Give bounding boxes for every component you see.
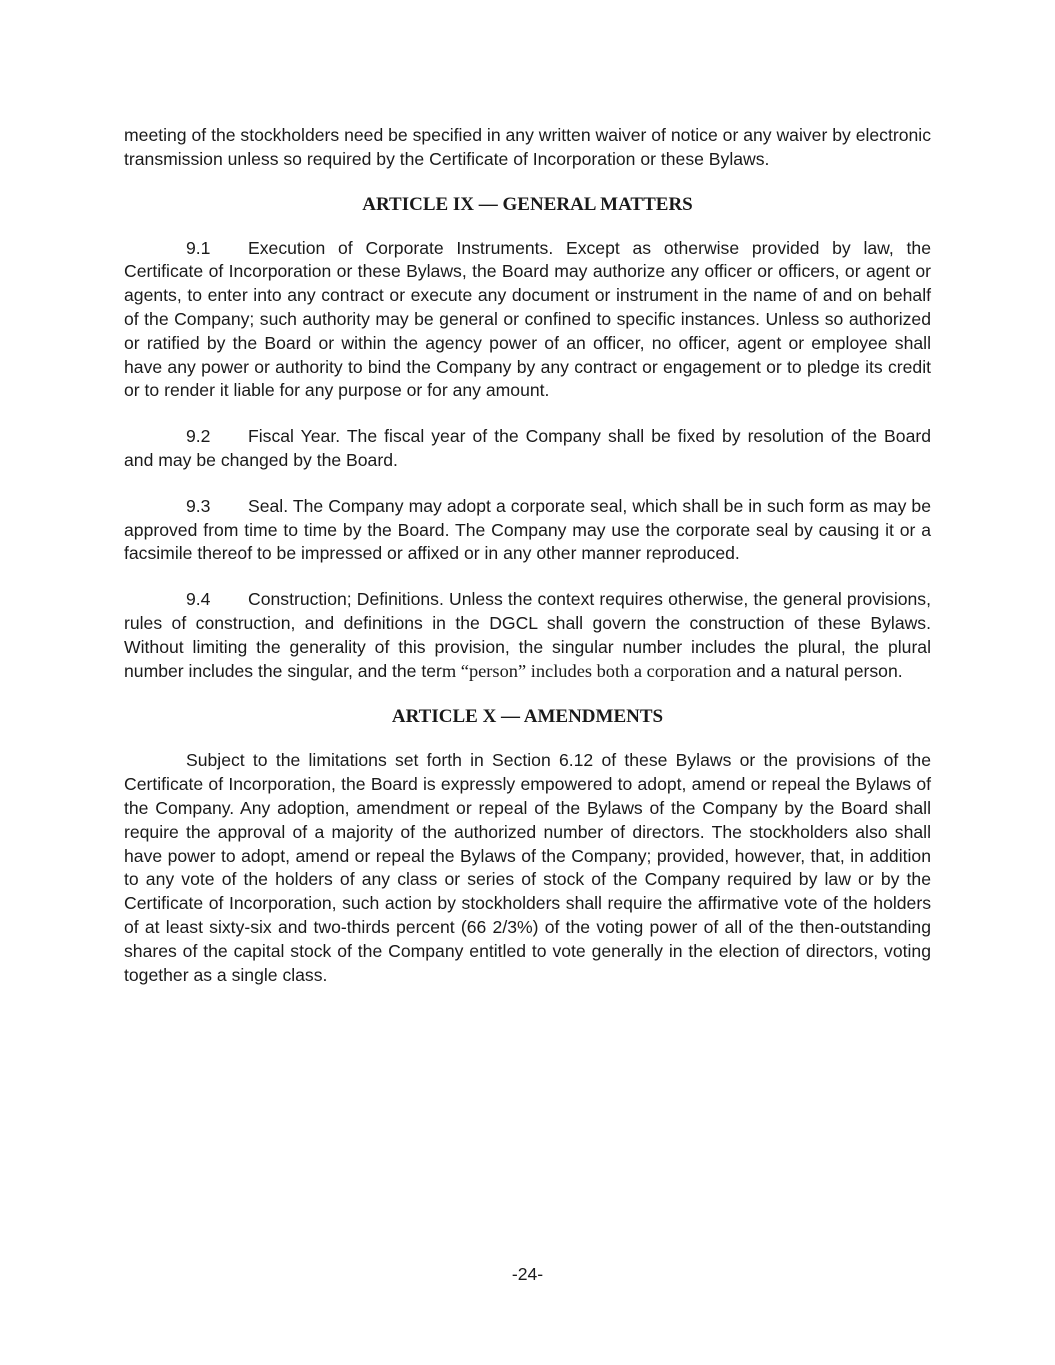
section-number: 9.4 xyxy=(186,589,211,610)
section-text: Fiscal Year. The fiscal year of the Company shall be fixed by resolution of the Board and may be changed by the Board. xyxy=(124,426,931,470)
page-number: -24- xyxy=(511,1264,544,1284)
section-9-1 xyxy=(124,237,931,404)
section-text-serif: m “person” includes both a corporation xyxy=(441,660,732,681)
section-text: Seal. The Company may adopt a corporate seal, which shall be in such form as may be approved from time to time by the Board. The Company may use the corporate seal by causing it or a facsimile thereof to be impressed or affixed or in any other manner reproduced. xyxy=(124,495,931,564)
section-number: 9.2 xyxy=(186,426,211,447)
section-text: Construction; Definitions. Unless the context requires otherwise, the general provisions, rules of construction, and definitions in the DGCL shall govern the construction of these Bylaws. Without limiting the generality of this provision, the singular number includes the plural, the plural number includes the singular, and the ter xyxy=(124,589,931,681)
section-9-4 xyxy=(124,588,931,683)
section-number: 9.1 xyxy=(186,237,211,258)
intro-paragraph: meeting of the stockholders need be specified in any written waiver of notice or any waiver by electronic transmission unless so required by the Certificate of Incorporation or these Bylaws. xyxy=(124,125,931,169)
article-x-heading: ARTICLE X — AMENDMENTS xyxy=(391,706,664,728)
page-content xyxy=(124,124,931,1009)
section-9-2 xyxy=(124,425,931,473)
section-number: 9.3 xyxy=(186,495,211,516)
section-9-3 xyxy=(124,495,931,566)
article-ix-heading: ARTICLE IX — GENERAL MATTERS xyxy=(362,193,693,215)
section-text: Execution of Corporate Instruments. Except as otherwise provided by law, the Certificate of Incorporation or these Bylaws, the Board may authorize any officer or officers, or agent or agents, to enter into any contract or execute any document or instrument in the name of and on behalf of the Company; such authority may be general or confined to specific instances. Unless so authorized or ratified by the Board or within the agency power of an officer, no officer, agent or employee shall have any power or authority to bind the Company by any contract or engagement or to pledge its credit or to render it liable for any purpose or for any amount. xyxy=(124,237,931,401)
article-x-paragraph: Subject to the limitations set forth in Section 6.12 of these Bylaws or the provisions of the Certificate of Incorporation, the Board is expressly empowered to adopt, amend or repeal the Bylaws of the Company. Any adoption, amendment or repeal of the Bylaws of the Company by the Board shall require the approval of a majority of the authorized number of directors. The stockholders also shall have power to adopt, amend or repeal the Bylaws of the Company; provided, however, that, in addition to any vote of the holders of any class or series of stock of the Company required by law or by the Certificate of Incorporation, such action by stockholders shall require the affirmative vote of the holders of at least sixty-six and two-thirds percent (66 2/3%) of the voting power of all of the then-outstanding shares of the capital stock of the Company entitled to vote generally in the election of directors, voting together as a single class. xyxy=(124,750,931,985)
section-text-end: and a natural person. xyxy=(731,660,903,681)
